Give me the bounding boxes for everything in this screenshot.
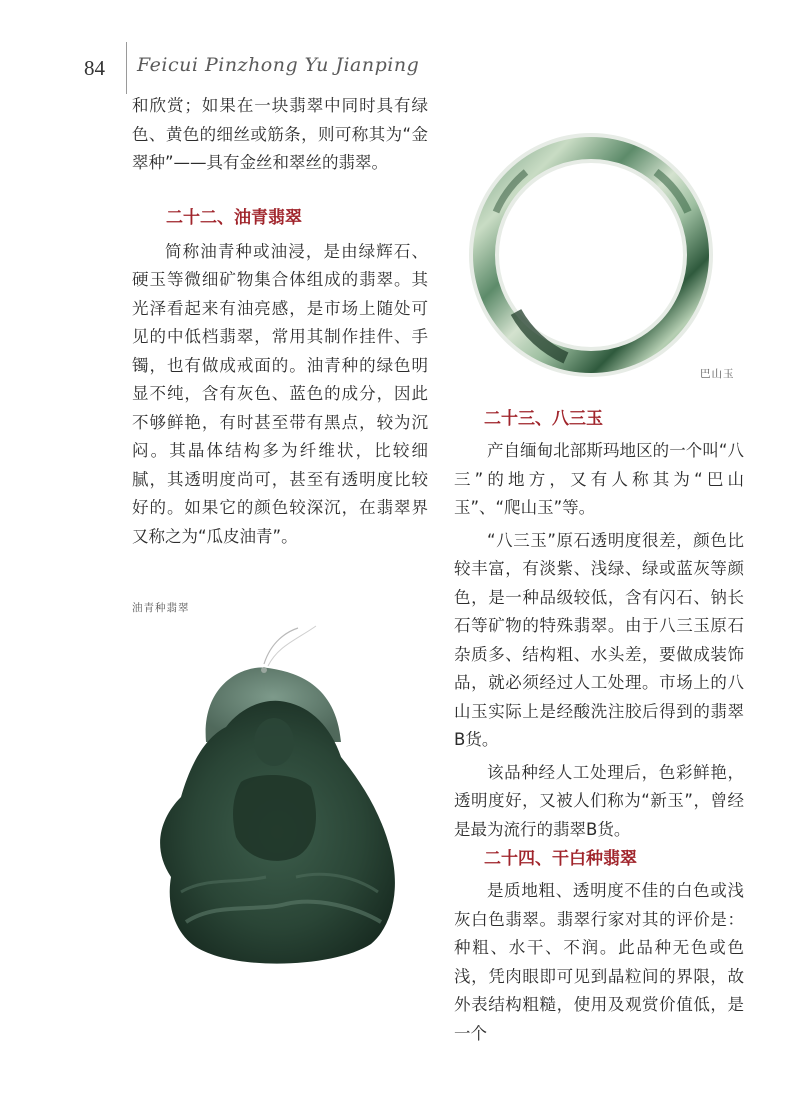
section-24 bbox=[454, 845, 744, 1048]
bangle-caption: 巴山玉 bbox=[700, 368, 735, 380]
bangle-photo bbox=[456, 132, 732, 388]
section-22-title: 二十二、油青翡翠 bbox=[166, 207, 302, 228]
pendant-caption: 油青种翡翠 bbox=[132, 602, 190, 614]
page-number: 84 bbox=[84, 56, 105, 80]
running-title: Feicui Pinzhong Yu Jianping bbox=[137, 54, 420, 76]
section-22-paragraph: 简称油青种或油浸，是由绿辉石、硬玉等微细矿物集合体组成的翡翠。其光泽看起来有油亮感，是市场上随处可见的中低档翡翠，常用其制作挂件、手镯，也有做成戒面的。油青种的绿色明显不纯，含有灰色、蓝色的成分，因此不够鲜艳，有时甚至带有黑点，较为沉闷。其晶体结构多为纤维状，比较细腻，其透明度尚可，甚至有透明度比较好的。如果它的颜色较深沉，在翡翠界又称之为“瓜皮油青”。 bbox=[132, 241, 428, 546]
intro-paragraph: 和欣赏；如果在一块翡翠中同时具有绿色、黄色的细丝或筋条，则可称其为“金翠种”——具有金丝和翠丝的翡翠。 bbox=[132, 96, 428, 172]
left-column bbox=[132, 92, 428, 551]
section-23-title: 二十三、八三玉 bbox=[484, 409, 603, 429]
section-24-title: 二十四、干白种翡翠 bbox=[484, 849, 637, 869]
pendant-photo bbox=[146, 622, 422, 980]
section-23-paragraph-2: “八三玉”原石透明度很差，颜色比较丰富，有淡紫、浅绿、绿或蓝灰等颜色，是一种品级较低，含有闪石、钠长石等矿物的特殊翡翠。由于八三玉原石杂质多、结构粗、水头差，要做成装饰品，就必须经过人工处理。市场上的八山玉实际上是经酸洗注胶后得到的翡翠B货。 bbox=[454, 530, 744, 749]
section-23 bbox=[454, 405, 744, 844]
header-divider bbox=[126, 42, 127, 94]
section-23-paragraph-3: 该品种经人工处理后，色彩鲜艳，透明度好，又被人们称为“新玉”，曾经是最为流行的翡翠B货。 bbox=[454, 762, 744, 839]
section-23-paragraph-1: 产自缅甸北部斯玛地区的一个叫“八三”的地方，又有人称其为“巴山玉”、“爬山玉”等。 bbox=[454, 441, 744, 517]
section-24-paragraph: 是质地粗、透明度不佳的白色或浅灰白色翡翠。翡翠行家对其的评价是：种粗、水干、不润。此品种无色或色浅，凭肉眼即可见到晶粒间的界限，故外表结构粗糙，使用及观赏价值低，是一个 bbox=[454, 881, 744, 1043]
